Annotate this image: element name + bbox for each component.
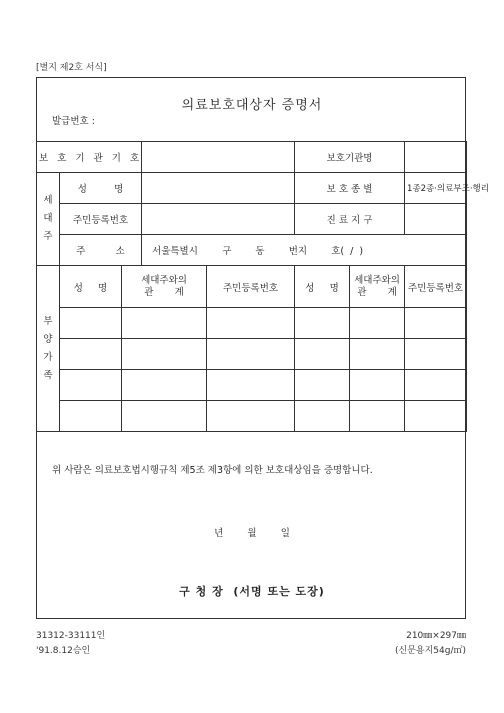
certification-statement: 위 사람은 의료보호법시행규칙 제5조 제3항에 의한 보호대상임을 증명합니다.: [52, 465, 373, 476]
head-resident-no-label: 주민등록번호: [60, 204, 142, 235]
head-name-label: 성 명: [60, 173, 142, 204]
dep-cell[interactable]: [295, 339, 350, 370]
dep-cell[interactable]: [405, 370, 467, 401]
address-label: 주 소: [60, 235, 142, 266]
dep-name-header-2: 성 명: [295, 266, 350, 308]
head-resident-no-value[interactable]: [142, 204, 295, 235]
dep-cell[interactable]: [60, 308, 122, 339]
dep-cell[interactable]: [350, 339, 405, 370]
clinic-area-label: 진 료 지 구: [295, 204, 405, 235]
date-line: 년 월 일: [214, 528, 290, 539]
head-name-value[interactable]: [142, 173, 295, 204]
dep-cell[interactable]: [295, 308, 350, 339]
protection-type-label: 보 호 종 별: [295, 173, 405, 204]
dep-cell[interactable]: [207, 401, 295, 432]
dep-cell[interactable]: [405, 308, 467, 339]
dep-cell[interactable]: [207, 308, 295, 339]
dep-cell[interactable]: [60, 339, 122, 370]
dep-cell[interactable]: [405, 401, 467, 432]
protection-type-value: 1종2종·의료부조·행리: [405, 173, 467, 204]
dep-cell[interactable]: [350, 308, 405, 339]
dep-cell[interactable]: [207, 370, 295, 401]
dep-cell[interactable]: [122, 370, 207, 401]
dep-cell[interactable]: [122, 401, 207, 432]
dep-cell[interactable]: [350, 370, 405, 401]
dep-cell[interactable]: [207, 339, 295, 370]
dep-cell[interactable]: [350, 401, 405, 432]
institution-code-value[interactable]: [142, 142, 295, 173]
institution-name-label: 보호기관명: [295, 142, 405, 173]
dependents-section: 부 양 가 족: [37, 266, 60, 432]
dep-relation-header-2: 세대주와의 관 계: [350, 266, 405, 308]
dep-cell[interactable]: [60, 370, 122, 401]
dep-relation-header-1: 세대주와의 관 계: [122, 266, 207, 308]
footer-paper-type: (신문용지54g/㎡): [395, 646, 466, 656]
institution-code-label: 보 호 기 관 기 호: [37, 142, 142, 173]
household-head-section: 세 대 주: [37, 173, 60, 266]
issue-number-label: 발급번호 :: [52, 116, 95, 127]
footer-approval-date: '91.8.12승인: [36, 646, 91, 656]
dep-cell[interactable]: [122, 339, 207, 370]
dep-name-header-1: 성 명: [60, 266, 122, 308]
dep-cell[interactable]: [295, 370, 350, 401]
dep-cell[interactable]: [295, 401, 350, 432]
certificate-table: [36, 141, 489, 432]
signature-line: 구 청 장 (서명 또는 도장): [179, 585, 325, 598]
institution-name-value[interactable]: [405, 142, 467, 173]
dep-resident-no-header-1: 주민등록번호: [207, 266, 295, 308]
address-value: 서울특별시 구 동 번지 호( / ): [142, 235, 467, 266]
dep-cell[interactable]: [405, 339, 467, 370]
footer-form-number: 31312-33111인: [36, 631, 106, 641]
document-title: 의료보호대상자 증명서: [181, 98, 323, 113]
dep-resident-no-header-2: 주민등록번호: [405, 266, 467, 308]
form-reference: [별지 제2호 서식]: [36, 63, 107, 73]
footer-paper-size: 210㎜×297㎜: [406, 631, 466, 641]
dep-cell[interactable]: [60, 401, 122, 432]
clinic-area-value[interactable]: [405, 204, 467, 235]
dep-cell[interactable]: [122, 308, 207, 339]
